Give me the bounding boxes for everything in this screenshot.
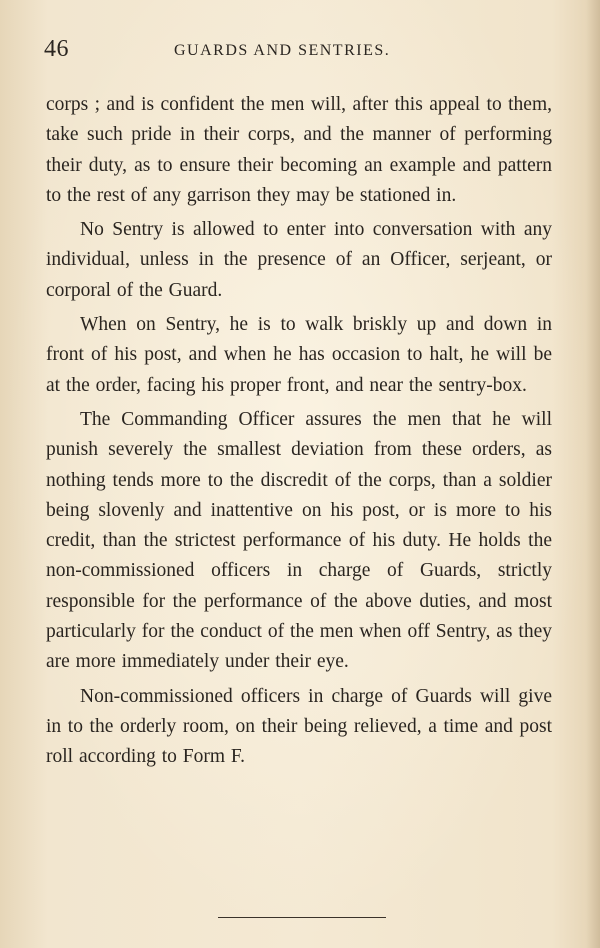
body-text — [46, 90, 552, 777]
paragraph-sentry-walk: When on Sentry, he is to walk briskly up and down in front of his post, and when he has occasion to halt, he will be at the order, facing his proper front, and near the sentry-box. — [46, 314, 552, 396]
page-edge-shadow — [586, 0, 600, 948]
page-number: 46 — [44, 36, 69, 62]
paragraph-commanding-officer: The Commanding Officer assures the men that he will punish severely the smallest deviation from these orders, as nothing tends more to the discredit of the corps, than a soldier being slovenly and inattentive on his post, or is more to his credit, than the strictest performance of his duty. He holds the non-commissioned officers in charge of Guards, strictly responsible for the performance of the above duties, and most particularly for the conduct of the men when off Sentry, as they are more immediately under their eye. — [46, 408, 552, 673]
running-head: GUARDS AND SENTRIES. — [174, 42, 391, 59]
section-divider-rule — [218, 917, 386, 918]
paragraph-sentry-conversation: No Sentry is allowed to enter into conversation with any individual, unless in the presence of an Officer, serjeant, or corporal of the Guard. — [46, 219, 552, 301]
paragraph-continuation: corps ; and is confident the men will, after this appeal to them, take such pride in their corps, and the manner of performing their duty, as to ensure their becoming an example and pattern to the rest of any garrison they may be stationed in. — [46, 94, 552, 206]
page-header — [44, 36, 564, 68]
paragraph-post-roll: Non-commissioned officers in charge of Guards will give in to the orderly room, on their being relieved, a time and post roll according to Form F. — [46, 685, 552, 768]
